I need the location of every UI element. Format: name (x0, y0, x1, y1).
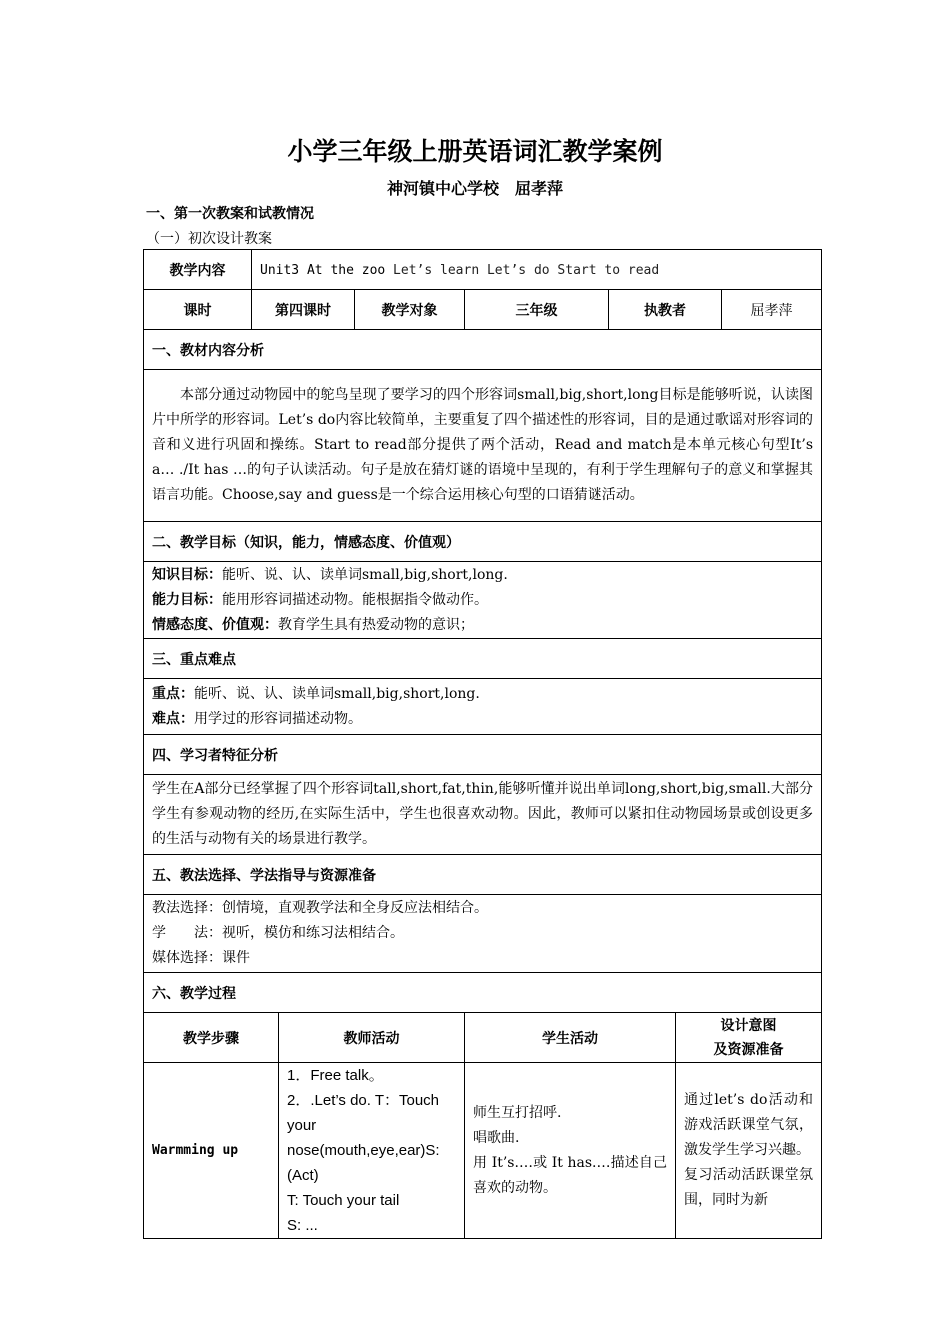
teacher-value: 屈孝萍 (722, 290, 822, 330)
target-label: 教学对象 (355, 290, 465, 330)
goal-emotion: 情感态度、价值观：教育学生具有热爱动物的意识； (152, 616, 474, 633)
design-intent: 通过let’s do活动和游戏活跃课堂气氛，激发学生学习兴趣。 复习活动活跃课堂氛围，同时为新 (676, 1063, 822, 1239)
lesson-plan-table (143, 249, 822, 1239)
step-name: Warmming up (144, 1063, 279, 1239)
content-parts: Let’s learn Let’s do Start to read (385, 262, 660, 278)
teaching-goals (144, 562, 822, 639)
section-title: 六、教学过程 (144, 973, 822, 1013)
teacher-activity: 1．Free talk。 2．.Let’s do. T：Touch your nose(mouth,eye,ear)S: (Act) T: Touch your tail S: ... (279, 1063, 465, 1239)
method-line: 教法选择：创情境，直观教学法和全身反应法相结合。 (152, 900, 488, 916)
period-label: 课时 (144, 290, 252, 330)
col-step-header: 教学步骤 (144, 1013, 279, 1063)
method-line: 学 法：视听，模仿和练习法相结合。 (152, 925, 404, 941)
section-subheading: （一）初次设计教案 (146, 231, 272, 247)
content-value (252, 250, 822, 290)
col-teacher-header: 教师活动 (279, 1013, 465, 1063)
section-heading: 一、第一次教案和试教情况 (146, 206, 314, 222)
goal-knowledge: 知识目标：能听、说、认、读单词small,big,short,long. (152, 566, 508, 583)
teacher-label: 执教者 (609, 290, 722, 330)
material-analysis: 本部分通过动物园中的鸵鸟呈现了要学习的四个形容词small,big,short,long目标是能够听说，认读图片中所学的形容词。Let’s do内容比较简单，主要重复了四个描述性的形容词，目的是通过歌谣对形容词的音和义进行巩固和操练。Start to read部分提供了两个活动，Read and match是本单元核心句型It’s a… ./It has …的句子认读活动。句子是放在猜灯谜的语境中呈现的，有利于学生理解句子的意义和掌握其语言功能。Choose,say and guess是一个综合运用核心句型的口语猜谜活动。 (144, 370, 822, 522)
goal-ability: 能力目标：能用形容词描述动物。能根据指令做动作。 (152, 591, 488, 608)
period-value: 第四课时 (252, 290, 355, 330)
difficult-point: 难点：用学过的形容词描述动物。 (152, 710, 362, 727)
document-title: 小学三年级上册英语词汇教学案例 (287, 137, 663, 166)
target-value: 三年级 (465, 290, 609, 330)
col-design-header: 设计意图 及资源准备 (676, 1013, 822, 1063)
info-row (144, 290, 822, 330)
content-label: 教学内容 (144, 250, 252, 290)
key-points (144, 679, 822, 735)
student-activity: 师生互打招呼. 唱歌曲. 用 It’s.…或 It has.…描述自己喜欢的动物。 (465, 1063, 676, 1239)
section-title: 五、教法选择、学法指导与资源准备 (144, 855, 822, 895)
key-point: 重点：能听、说、认、读单词small,big,short,long. (152, 685, 480, 702)
section-title: 三、重点难点 (144, 639, 822, 679)
method-line: 媒体选择：课件 (152, 950, 250, 966)
section-title: 一、教材内容分析 (144, 330, 822, 370)
section-title: 四、学习者特征分析 (144, 735, 822, 775)
process-row (144, 1063, 822, 1239)
content-row (144, 250, 822, 290)
content-unit: Unit3 At the zoo (260, 262, 386, 278)
section-title: 二、教学目标（知识，能力，情感态度、价值观） (144, 522, 822, 562)
methods (144, 895, 822, 973)
document-subtitle: 神河镇中心学校 屈孝萍 (386, 179, 563, 198)
process-header-row (144, 1013, 822, 1063)
col-student-header: 学生活动 (465, 1013, 676, 1063)
learner-analysis: 学生在A部分已经掌握了四个形容词tall,short,fat,thin,能够听懂并说出单词long,short,big,small.大部分学生有参观动物的经历,在实际生活中，学生也很喜欢动物。因此，教师可以紧扣住动物园场景或创设更多的生活与动物有关的场景进行教学。 (144, 775, 822, 855)
